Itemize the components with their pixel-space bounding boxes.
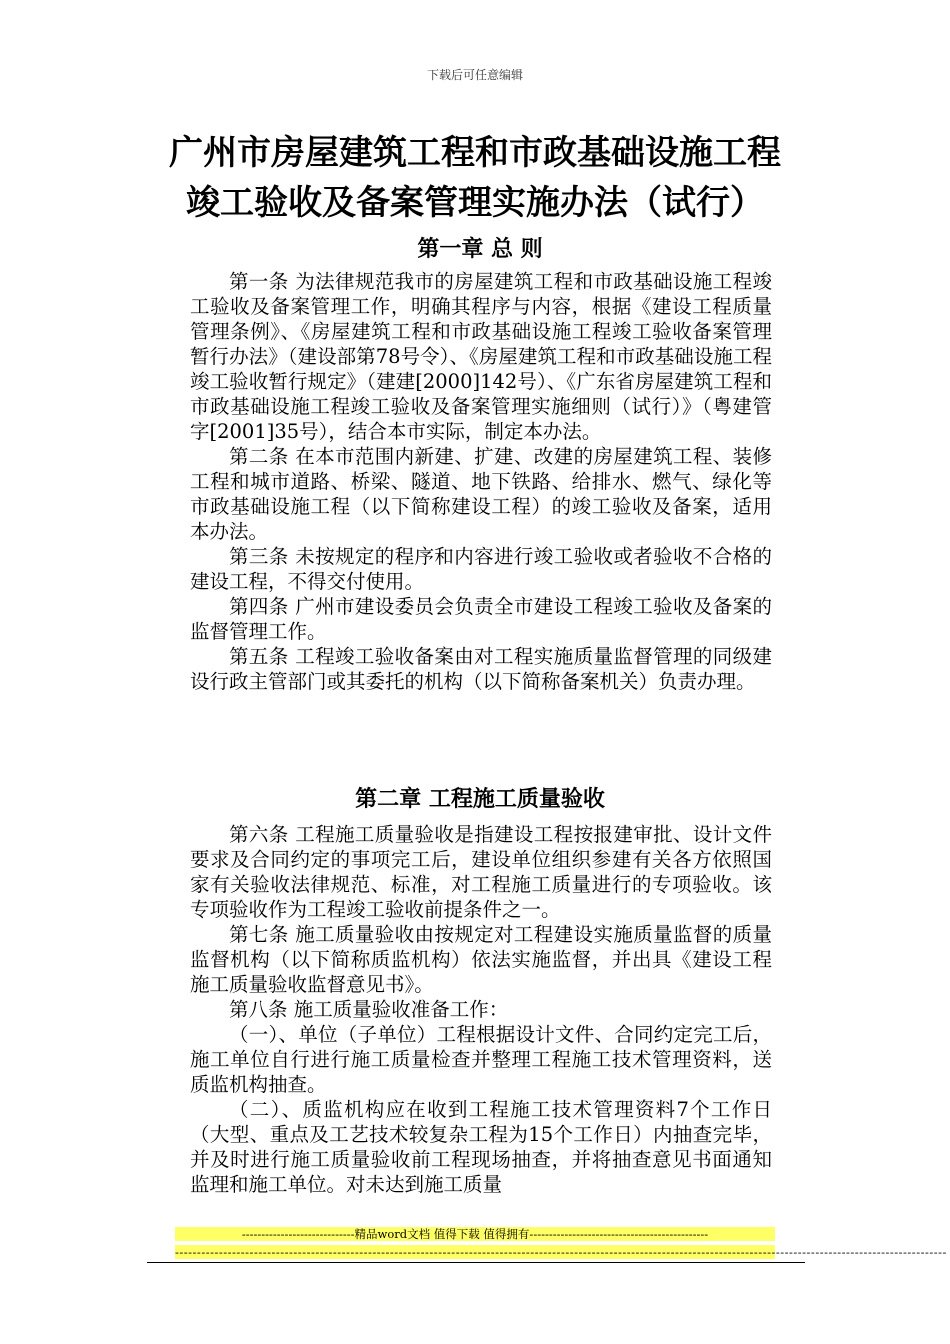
article-8-item-1: （一）、单位（子单位）工程根据设计文件、合同约定完工后，施工单位自行进行施工质量检查并整理工程施工技术管理资料，送质监机构抽查。 [190, 1023, 772, 1096]
footer-divider [147, 1262, 805, 1263]
footer-dash-line: -------------------------------------------------------------------------------------------------------------------------------------------------------------------------------- [175, 1245, 947, 1259]
chapter-2-heading: 第二章 工程施工质量验收 [355, 787, 605, 812]
chapter-1-heading: 第一章 总 则 [417, 237, 543, 262]
page-header-note: 下载后可任意编辑 [426, 68, 523, 82]
article-7: 第七条 施工质量验收由按规定对工程建设实施质量监督的质量监督机构（以下简称质监机构）依法实施监督，并出具《建设工程施工质量验收监督意见书》。 [190, 923, 772, 996]
article-8: 第八条 施工质量验收准备工作： [229, 998, 509, 1021]
footer-banner: -----------------------------精品word文档 值得下载 值得拥有---------------------------------------------- [175, 1227, 775, 1241]
article-6: 第六条 工程施工质量验收是指建设工程按报建审批、设计文件要求及合同约定的事项完工后，建设单位组织参建有关各方依照国家有关验收法律规范、标准，对工程施工质量进行的专项验收。该专项验收作为工程竣工验收前提条件之一。 [190, 823, 772, 921]
article-4: 第四条 广州市建设委员会负责全市建设工程竣工验收及备案的监督管理工作。 [190, 595, 772, 643]
title-line-1: 广州市房屋建筑工程和市政基础设施工程 [169, 133, 781, 173]
article-5: 第五条 工程竣工验收备案由对工程实施质量监督管理的同级建设行政主管部门或其委托的机构（以下简称备案机关）负责办理。 [190, 645, 772, 693]
article-3: 第三条 未按规定的程序和内容进行竣工验收或者验收不合格的建设工程，不得交付使用。 [190, 545, 772, 593]
chapter-1-body [190, 269, 772, 694]
chapter-2-body [190, 822, 772, 1197]
document-title [100, 128, 850, 228]
article-2: 第二条 在本市范围内新建、扩建、改建的房屋建筑工程、装修工程和城市道路、桥梁、隧道、地下铁路、给排水、燃气、绿化等市政基础设施工程（以下简称建设工程）的竣工验收及备案，适用本办法。 [190, 445, 772, 543]
article-8-item-2: （二）、质监机构应在收到工程施工技术管理资料7个工作日（大型、重点及工艺技术较复杂工程为15个工作日）内抽查完毕，并及时进行施工质量验收前工程现场抽查，并将抽查意见书面通知监理和施工单位。对未达到施工质量 [190, 1098, 772, 1196]
title-line-2: 竣工验收及备案管理实施办法（试行） [186, 183, 764, 223]
article-1: 第一条 为法律规范我市的房屋建筑工程和市政基础设施工程竣工验收及备案管理工作，明确其程序与内容，根据《建设工程质量管理条例》、《房屋建筑工程和市政基础设施工程竣工验收备案管理暂行办法》（建设部第78号令）、《房屋建筑工程和市政基础设施工程竣工验收暂行规定》（建建[2000]142号）、《广东省房屋建筑工程和市政基础设施工程竣工验收及备案管理实施细则（试行）》（粤建管字[2001]35号），结合本市实际，制定本办法。 [190, 270, 772, 443]
